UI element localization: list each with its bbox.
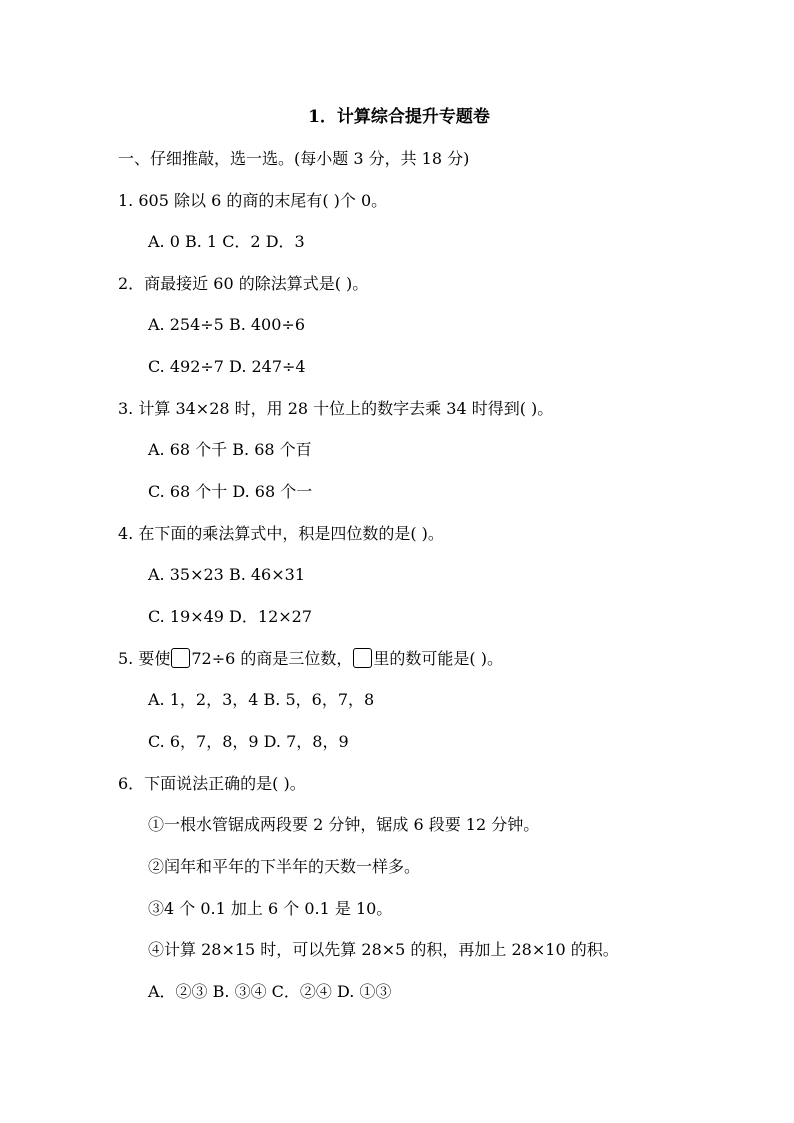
question-5-options-row-1: A. 1，2，3，4 B. 5，6，7，8 <box>148 690 375 709</box>
question-4-options-row-1: A. 35×23 B. 46×31 <box>148 565 305 584</box>
question-2-options-row-1: A. 254÷5 B. 400÷6 <box>148 315 305 334</box>
question-5-stem-part-1: 5. 要使 <box>118 649 171 668</box>
section-heading: 一、仔细推敲，选一选。(每小题 3 分，共 18 分) <box>118 149 470 168</box>
question-4-stem: 4. 在下面的乘法算式中，积是四位数的是( )。 <box>118 524 444 543</box>
question-6-statement-3: ③4 个 0.1 加上 6 个 0.1 是 10。 <box>148 899 393 918</box>
question-6-statement-4: ④计算 28×15 时，可以先算 28×5 的积，再加上 28×10 的积。 <box>148 940 619 959</box>
question-5-stem-part-2: 72÷6 的商是三位数， <box>191 649 353 668</box>
page-title: 1．计算综合提升专题卷 <box>308 107 490 127</box>
question-3-stem: 3. 计算 34×28 时，用 28 十位上的数字去乘 34 时得到( )。 <box>118 399 554 418</box>
blank-box-icon <box>353 648 372 668</box>
question-5-stem <box>118 648 503 670</box>
question-2-stem: 2．商最接近 60 的除法算式是( )。 <box>118 274 369 293</box>
question-4-options-row-2: C. 19×49 D．12×27 <box>148 607 313 626</box>
question-2-options-row-2: C. 492÷7 D. 247÷4 <box>148 357 306 376</box>
question-3-options-row-2: C. 68 个十 D. 68 个一 <box>148 482 313 501</box>
question-6-statement-2: ②闰年和平年的下半年的天数一样多。 <box>148 857 421 876</box>
question-1-options: A. 0 B. 1 C．2 D．3 <box>148 232 305 251</box>
question-6-statement-1: ①一根水管锯成两段要 2 分钟，锯成 6 段要 12 分钟。 <box>148 815 540 834</box>
question-6-options: A．②③ B. ③④ C．②④ D. ①③ <box>148 982 392 1001</box>
question-1-stem: 1. 605 除以 6 的商的末尾有( )个 0。 <box>118 191 388 210</box>
question-6-stem: 6．下面说法正确的是( )。 <box>118 774 306 793</box>
question-5-stem-part-3: 里的数可能是( )。 <box>373 649 503 668</box>
question-3-options-row-1: A. 68 个千 B. 68 个百 <box>148 440 312 459</box>
blank-box-icon <box>171 648 190 668</box>
question-5-options-row-2: C. 6，7，8，9 D. 7，8，9 <box>148 732 349 751</box>
